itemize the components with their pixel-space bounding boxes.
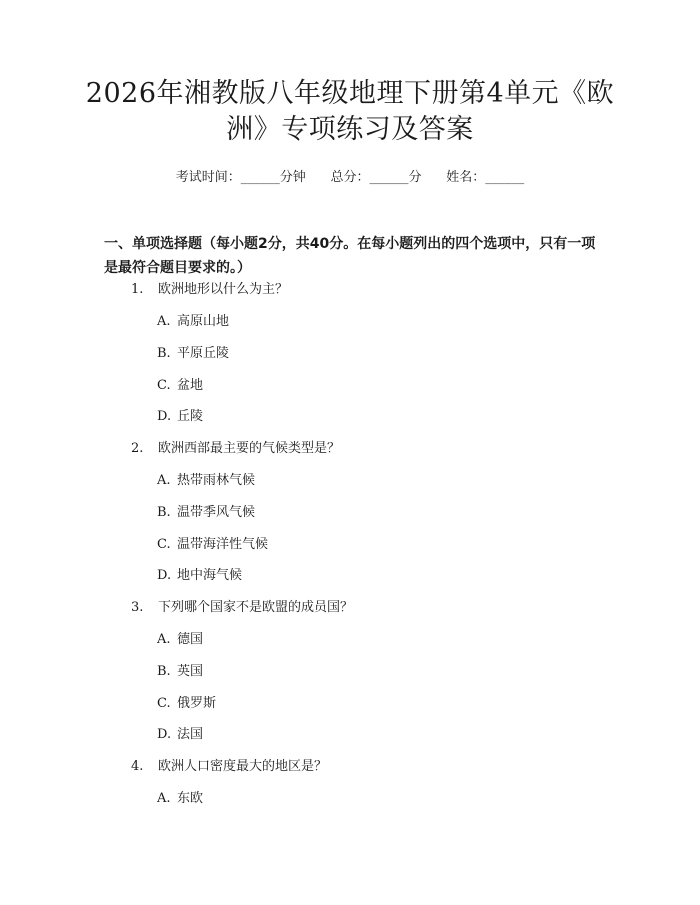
question-1 — [131, 280, 288, 300]
question-2 — [131, 439, 340, 459]
option-letter: D. — [157, 568, 172, 583]
option-letter: B. — [157, 505, 171, 520]
question-1-option-d — [157, 407, 203, 427]
option-letter: C. — [157, 696, 171, 711]
option-text: 高原山地 — [177, 314, 230, 329]
option-text: 盆地 — [177, 378, 204, 393]
option-letter: C. — [157, 378, 171, 393]
option-text: 东欧 — [177, 791, 204, 806]
document-title — [80, 76, 620, 148]
question-1-option-b — [157, 344, 229, 364]
option-letter: A. — [157, 473, 171, 488]
question-3-option-d — [157, 725, 203, 745]
question-number: 4. — [131, 759, 144, 774]
option-text: 平原丘陵 — [177, 346, 230, 361]
option-letter: C. — [157, 537, 171, 552]
question-number: 2. — [131, 441, 144, 456]
option-text: 温带季风气候 — [177, 505, 256, 520]
option-text: 地中海气候 — [177, 568, 243, 583]
question-1-option-a — [157, 312, 229, 332]
question-text: 欧洲西部最主要的气候类型是？ — [158, 441, 341, 456]
question-4 — [131, 757, 327, 777]
option-letter: D. — [157, 409, 172, 424]
question-4-option-a — [157, 789, 203, 809]
option-letter: A. — [157, 314, 171, 329]
option-letter: D. — [157, 727, 172, 742]
option-text: 俄罗斯 — [177, 696, 217, 711]
option-letter: B. — [157, 346, 171, 361]
question-text: 欧洲人口密度最大的地区是？ — [158, 759, 328, 774]
option-text: 法国 — [177, 727, 204, 742]
question-2-option-c — [157, 535, 268, 555]
question-2-option-a — [157, 471, 255, 491]
option-text: 热带雨林气候 — [177, 473, 256, 488]
option-letter: A. — [157, 632, 171, 647]
question-3 — [131, 598, 353, 618]
option-text: 丘陵 — [177, 409, 204, 424]
question-3-option-c — [157, 694, 216, 714]
option-text: 德国 — [177, 632, 204, 647]
title-line-1: 2026年湘教版八年级地理下册第4单元《欧 — [85, 78, 615, 109]
question-text: 下列哪个国家不是欧盟的成员国？ — [158, 600, 354, 615]
question-2-option-b — [157, 503, 255, 523]
option-letter: A. — [157, 791, 171, 806]
question-number: 3. — [131, 600, 144, 615]
option-text: 温带海洋性气候 — [177, 537, 269, 552]
section-heading: 一、单项选择题（每小题2分，共40分。在每小题列出的四个选项中，只有一项是最符合题目要求的。） — [104, 236, 596, 276]
title-line-2: 洲》专项练习及答案 — [226, 114, 474, 145]
question-3-option-a — [157, 630, 203, 650]
question-2-option-d — [157, 566, 242, 586]
question-3-option-b — [157, 662, 203, 682]
question-1-option-c — [157, 376, 203, 396]
option-letter: B. — [157, 664, 171, 679]
exam-info-line: 考试时间：______分钟 总分：______分 姓名：______ — [175, 170, 525, 185]
question-number: 1. — [131, 282, 144, 297]
option-text: 英国 — [177, 664, 204, 679]
question-text: 欧洲地形以什么为主？ — [158, 282, 289, 297]
